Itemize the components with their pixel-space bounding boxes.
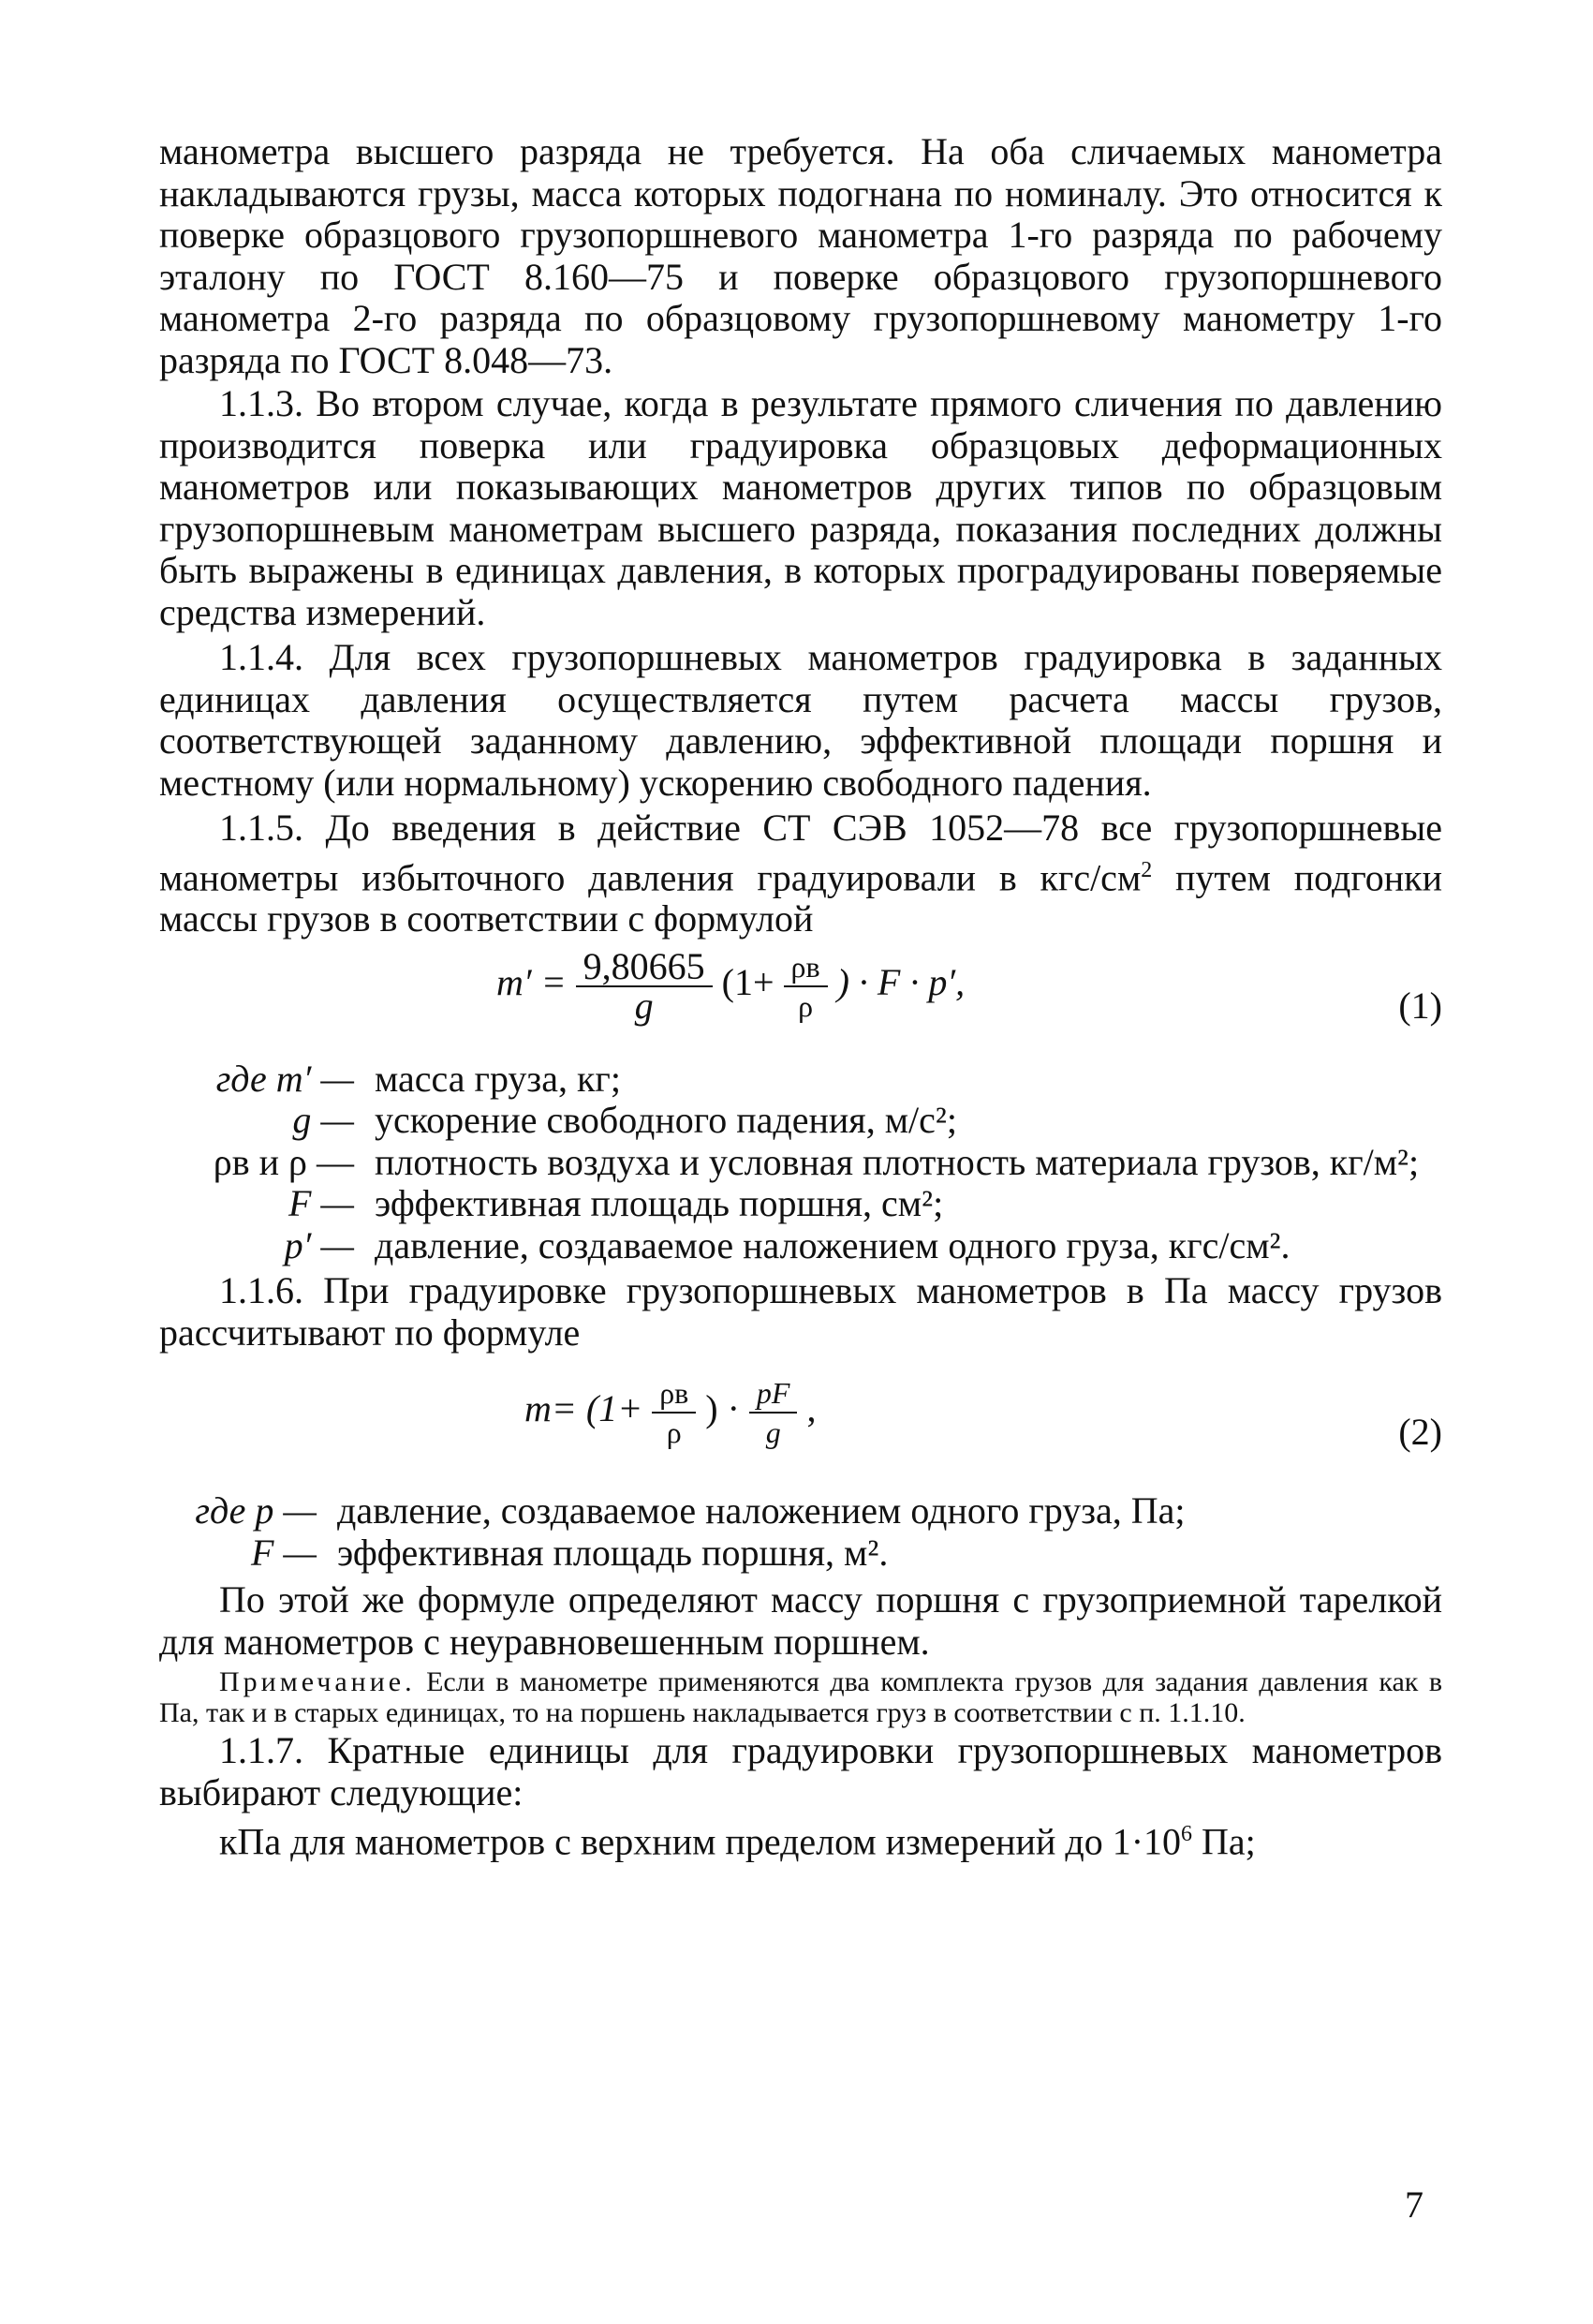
note-label: Примечание. (219, 1666, 416, 1698)
legend-description: давление, создаваемое наложением одного груза, Па; (337, 1489, 1186, 1532)
paragraph-1-1-3: 1.1.3. Во втором случае, когда в результате прямого сличения по давлению производится поверка или градуировка образцовых деформационных манометров или показывающих манометров других типов по образцовым грузопоршневым манометрам высшего разряда, показания последних должны быть выражены в единицах давления, в которых проградуированы поверяемые средства измерений. (159, 382, 1442, 633)
formula-1-legend (159, 1058, 1442, 1267)
formula-2-pf-numerator: pF (749, 1374, 798, 1414)
paragraph-kpa-text-a: кПа для манометров с верхним пределом измерений до 1·10 (219, 1820, 1182, 1863)
paragraph-1-1-7: 1.1.7. Кратные единицы для градуировки грузопоршневых манометров выбирают следующие: (159, 1729, 1442, 1813)
formula-2-rho-numerator: ρв (652, 1374, 696, 1414)
legend-description: эффективная площадь поршня, см²; (375, 1182, 944, 1225)
formula-1-close: ) · F · p′, (836, 961, 966, 1004)
formula-1-rho-numerator: ρв (784, 948, 828, 987)
legend-symbol: где p — (195, 1489, 317, 1532)
legend-symbol: где m′ — (215, 1057, 354, 1100)
formula-2-rho-denominator: ρ (666, 1415, 682, 1450)
formula-1 (159, 944, 1442, 1058)
paragraph-1-1-5 (159, 807, 1442, 940)
legend-symbol: p′ — (284, 1223, 354, 1266)
formula-2-number: (2) (1398, 1411, 1442, 1454)
legend-description: ускорение свободного падения, м/с²; (375, 1099, 957, 1142)
paragraph-continued: манометра высшего разряда не требуется. На оба сличаемых манометра накладываются грузы, масса которых подогнана по номиналу. Это относится к поверке образцового грузопоршневого манометра 1-го разряда по рабочему эталону по ГОСТ 8.160—75 и поверке образцового грузопоршневого манометра 2-го разряда по образцовому грузопоршневому манометру 1-го разряда по ГОСТ 8.048—73. (159, 130, 1442, 381)
page-content (159, 131, 1442, 1863)
formula-2 (159, 1374, 1442, 1487)
note (159, 1666, 1442, 1728)
formula-2-legend (159, 1490, 1442, 1574)
legend-description: эффективная площадь поршня, м². (337, 1531, 889, 1574)
formula-1-density-ratio (784, 948, 828, 1025)
legend-symbol: ρв и ρ — (213, 1140, 354, 1183)
note-text: Если в манометре применяются два комплекта грузов для задания давления как в Па, так и в старых единицах, то на поршень накладывается груз в соответствии с п. 1.1.10. (159, 1666, 1442, 1729)
formula-2-mid: ) · (705, 1387, 740, 1430)
formula-1-body (496, 944, 966, 1027)
paragraph-1-1-5-text-a: 1.1.5. До введения в действие СТ СЭВ 1052—78 все грузопоршневые манометры избыточного давления градуировали в кгс/см (159, 807, 1442, 898)
formula-1-lhs: m′ = (496, 961, 567, 1004)
formula-1-open: (1+ (721, 961, 774, 1004)
page-number: 7 (1405, 2183, 1423, 2226)
paragraph-1-1-6: 1.1.6. При градуировке грузопоршневых манометров в Па массу грузов рассчитывают по формуле (159, 1269, 1442, 1354)
superscript-6: 6 (1181, 1822, 1193, 1847)
formula-1-coef-denominator: g (634, 984, 654, 1027)
legend-description: плотность воздуха и условная плотность материала грузов, кг/м²; (375, 1140, 1420, 1183)
formula-2-body (524, 1374, 816, 1451)
paragraph-kpa-text-b: Па; (1192, 1820, 1256, 1863)
formula-1-rho-denominator: ρ (798, 988, 814, 1023)
legend-description: давление, создаваемое наложением одного груза, кгс/см². (375, 1223, 1291, 1266)
legend-symbol: F — (288, 1182, 354, 1225)
formula-1-number: (1) (1398, 984, 1442, 1027)
formula-2-pressure-area-ratio (749, 1374, 798, 1451)
formula-1-coef-numerator: 9,80665 (576, 948, 713, 987)
paragraph-same-formula: По этой же формуле определяют массу поршня с грузоприемной тарелкой для манометров с неуравновешенным поршнем. (159, 1578, 1442, 1663)
paragraph-1-1-4: 1.1.4. Для всех грузопоршневых манометров градуировка в заданных единицах давления осуществляется путем расчета массы грузов, соответствующей заданному давлению, эффективной площади поршня и местному (или нормальному) ускорению свободного падения. (159, 636, 1442, 804)
paragraph-1-1-5-text-b: путем подгонки массы грузов в соответствии с формулой (159, 855, 1443, 940)
formula-1-coefficient (576, 944, 713, 1027)
formula-2-pf-denominator: g (765, 1415, 781, 1450)
formula-2-lhs: m= (1+ (524, 1387, 643, 1430)
legend-symbol: g — (292, 1099, 354, 1142)
formula-2-tail: , (806, 1387, 817, 1430)
legend-symbol: F — (251, 1531, 317, 1574)
formula-2-density-ratio (652, 1374, 696, 1451)
paragraph-kpa (159, 1813, 1442, 1863)
superscript-2: 2 (1141, 857, 1153, 882)
legend-description: масса груза, кг; (375, 1057, 621, 1100)
